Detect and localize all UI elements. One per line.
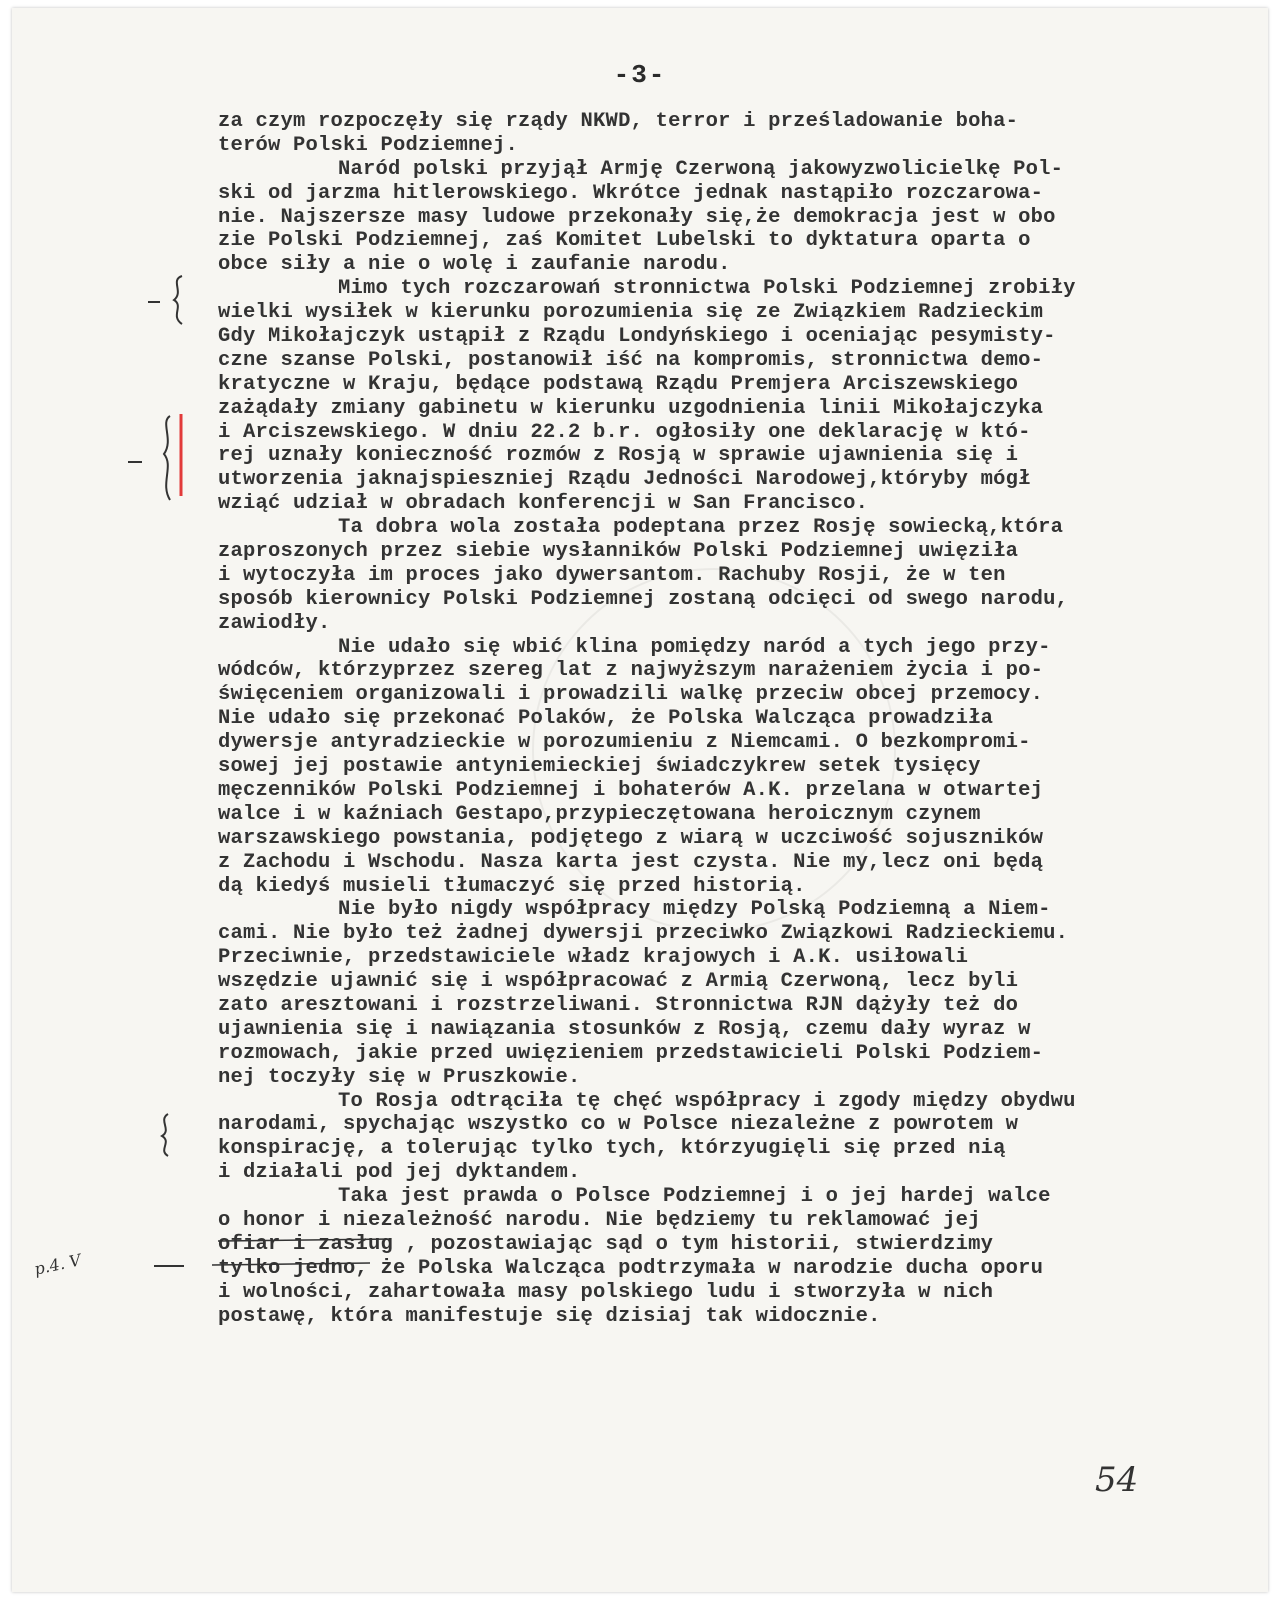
margin-brace-mark-2 [120,410,200,510]
text-line: kratyczne w Kraju, będące podstawą Rządu Premjera Arciszewskiego [218,372,1019,396]
text-line: utworzenia jaknajspieszniej Rządu Jedności Narodowej,któryby mógł [218,468,1031,492]
text-line: zato aresztowani i rozstrzeliwani. Stronnictwa RJN dążyły też do [218,993,1019,1017]
text-line: rej uznały konieczność rozmów z Rosją w sprawie ujawnienia się i [218,444,1019,468]
text-line: nie. Najszersze masy ludowe przekonały się,że demokracja jest w obo [218,205,1056,229]
text-line: sposób kierownicy Polski Podziemnej zostaną odcięci od swego narodu, [218,587,1069,611]
text-line: ujawnienia się i nawiązania stosunków z Rosją, czemu dały wyraz w [218,1017,1031,1041]
text-line: święceniem organizowali i prowadzili walkę przeciw obcej przemocy. [218,683,1044,707]
text-line: wszędzie ujawnić się i współpracować z Armią Czerwoną, lecz byli [218,970,1019,994]
text-line: Przeciwnie, przedstawiciele władz krajowych i A.K. usiłowali [218,946,969,970]
text-line: czne szanse Polski, postanowił iść na kompromis, stronnictwa demo- [218,348,1044,372]
text-line: Nie udało się wbić klina pomiędzy naród a tych jego przy- [338,635,1051,659]
text-line: Taka jest prawda o Polsce Podziemnej i o jej hardej walce [338,1185,1051,1209]
text-line: dą kiedyś musieli tłumaczyć się przed historią. [218,874,806,898]
text-line: To Rosja odtrąciła tę chęć współpracy i zgody między obydwu [338,1089,1076,1113]
text-line: tylko jedno, że Polska Walcząca podtrzymała w narodzie ducha oporu [218,1256,1044,1280]
margin-dash-mark [150,1256,190,1276]
text-line: ofiar i zasług , pozostawiając sąd o tym historii, stwierdzimy [218,1232,994,1256]
text-line: zawiodły. [218,611,331,635]
text-line: zie Polski Podziemnej, zaś Komitet Lubelski to dyktatura oparta o [218,229,1031,253]
text-line: warszawskiego powstania, podjętego z wiarą w uczciwość sojuszników [218,826,1044,850]
text-line: narodami, spychając wszystko co w Polsce niezależne z powrotem w [218,1113,1019,1137]
text-line: wódców, którzyprzez szereg lat z najwyższym narażeniem życia i po- [218,659,1044,683]
text-line: cami. Nie było też żadnej dywersji przeciwko Związkowi Radzieckiemu. [218,922,1069,946]
margin-brace-mark-1 [140,270,200,330]
text-line: o honor i niezależność narodu. Nie będziemy tu reklamować jej [218,1208,981,1232]
text-line: Naród polski przyjął Armję Czerwoną jakowyzwolicielkę Pol- [338,157,1064,181]
text-line: sowej jej postawie antyniemieckiej świadczykrew setek tysięcy [218,755,981,779]
text-line: męczenników Polski Podziemnej i bohaterów A.K. przelana w otwartej [218,778,1044,802]
text-line: zaproszonych przez siebie wysłanników Polski Podziemnej uwięziła [218,540,1019,564]
text-line: terów Polski Podziemnej. [218,133,519,157]
text-line: i wolności, zahartowała masy polskiego ludu i stworzyła w nich [218,1280,994,1304]
text-line: postawę, która manifestuje się dzisiaj tak widocznie. [218,1304,881,1328]
text-line: Gdy Mikołajczyk ustąpił z Rządu Londyńskiego i oceniając pesymisty- [218,325,1056,349]
text-line: dywersje antyradzieckie w porozumieniu z Niemcami. O bezkompromi- [218,731,1031,755]
text-line: Nie udało się przekonać Polaków, że Polska Walcząca prowadziła [218,707,994,731]
text-line: i działali pod jej dyktandem. [218,1161,581,1185]
text-line: Ta dobra wola została podeptana przez Rosję sowiecką,która [338,516,1064,540]
text-line: wielki wysiłek w kierunku porozumienia się ze Związkiem Radzieckim [218,301,1044,325]
text-line: ski od jarzma hitlerowskiego. Wkrótce jednak nastąpiło rozczarowa- [218,181,1044,205]
typed-body-text [218,110,1228,1328]
page-number-top: -3- [613,60,667,90]
margin-brace-mark-3 [150,1110,180,1160]
text-line: wziąć udział w obradach konferencji w San Francisco. [218,492,869,516]
red-margin-line [175,410,187,500]
handwritten-page-number: 54 [1095,1460,1139,1500]
text-line: obce siły a nie o wolę i zaufanie narodu. [218,253,731,277]
text-line: z Zachodu i Wschodu. Nasza karta jest czysta. Nie my,lecz oni będą [218,850,1044,874]
text-line: za czym rozpoczęły się rządy NKWD, terror i prześladowanie boha- [218,110,1019,133]
text-line: i wytoczyła im proces jako dywersantom. Rachuby Rosji, że w ten [218,563,1006,587]
text-line: walce i w kaźniach Gestapo,przypieczętowana heroicznym czynem [218,802,981,826]
text-line: Nie było nigdy współpracy między Polską Podziemną a Niem- [338,898,1051,922]
text-line: nej toczyły się w Pruszkowie. [218,1065,581,1089]
margin-handwritten-note: p.4. V [32,1250,83,1279]
text-line: Mimo tych rozczarowań stronnictwa Polski Podziemnej zrobiły [338,277,1076,301]
text-line: zażądały zmiany gabinetu w kierunku uzgodnienia linii Mikołajczyka [218,396,1044,420]
text-line: konspirację, a tolerując tylko tych, którzyugięli się przed nią [218,1137,1006,1161]
text-line: i Arciszewskiego. W dniu 22.2 b.r. ogłosiły one deklarację w któ- [218,420,1031,444]
underline-marks [210,1225,810,1285]
text-line: rozmowach, jakie przed uwięzieniem przedstawicieli Polski Podziem- [218,1041,1044,1065]
